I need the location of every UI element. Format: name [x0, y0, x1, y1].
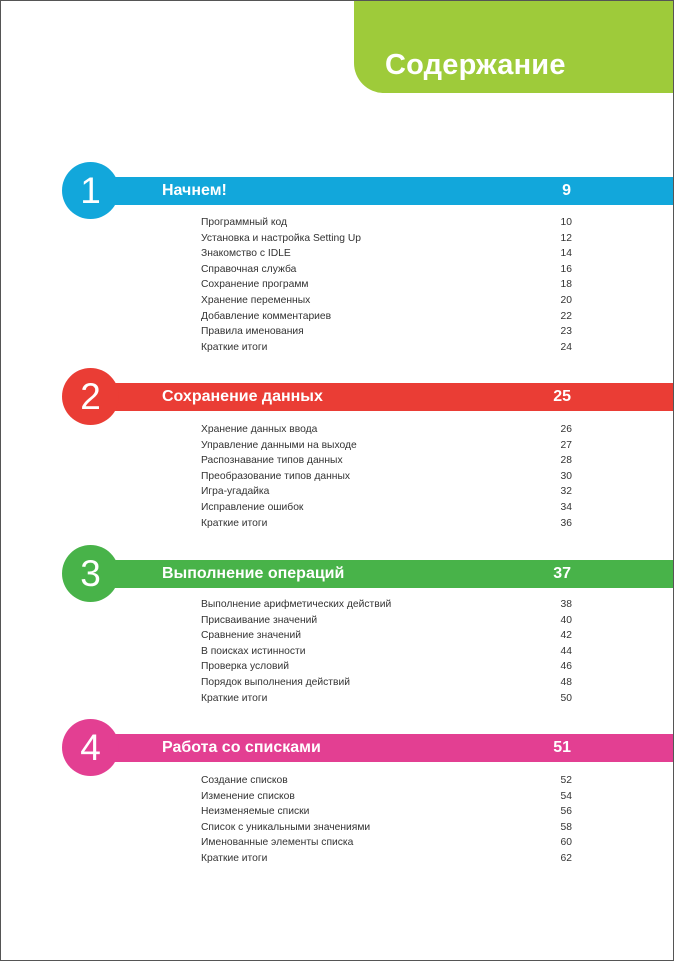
entry-page: 48 — [560, 676, 572, 688]
entry-label: Управление данными на выходе — [201, 439, 357, 451]
chapter-number: 1 — [80, 170, 101, 211]
entry-page: 23 — [560, 326, 572, 338]
entry-label: Программный код — [201, 217, 288, 228]
chapter-2-entries — [201, 422, 572, 531]
toc-entry[interactable] — [201, 691, 572, 707]
entry-label: Краткие итоги — [201, 517, 268, 529]
chapter-page-number: 37 — [553, 565, 571, 582]
entry-page: 40 — [560, 614, 572, 626]
chapter-title[interactable]: Начнем! — [162, 182, 227, 199]
entry-label: Краткие итоги — [201, 852, 268, 864]
toc-entry[interactable] — [201, 324, 572, 340]
chapter-page-number: 51 — [553, 739, 571, 756]
entry-page: 44 — [560, 645, 572, 657]
entry-label: Проверка условий — [201, 661, 289, 673]
entry-page: 30 — [560, 470, 572, 482]
entry-label: Добавление комментариев — [201, 310, 332, 322]
toc-entry[interactable] — [201, 231, 572, 247]
entry-label: Именованные элементы списка — [201, 837, 354, 849]
toc-entry[interactable] — [201, 628, 572, 644]
chapter-title[interactable]: Выполнение операций — [162, 565, 345, 582]
chapter-number-badge — [62, 162, 119, 219]
entry-page: 34 — [560, 501, 572, 513]
entry-page: 56 — [560, 806, 572, 818]
page-title: Содержание — [385, 49, 566, 81]
toc-entry[interactable] — [201, 851, 572, 867]
chapter-number-badge — [62, 368, 119, 425]
entry-label: Присваивание значений — [201, 614, 318, 626]
chapter-number-badge — [62, 545, 119, 602]
entry-label: Справочная служба — [201, 263, 297, 275]
chapter-number: 2 — [80, 376, 101, 417]
chapter-title[interactable]: Работа со списками — [162, 739, 321, 756]
toc-entry[interactable] — [201, 215, 572, 231]
entry-page: 24 — [560, 341, 572, 353]
entry-page: 22 — [560, 310, 572, 322]
entry-label: Список с уникальными значениями — [201, 821, 371, 833]
entry-label: Игра-угадайка — [201, 486, 270, 498]
toc-entry[interactable] — [201, 484, 572, 500]
entry-page: 42 — [560, 630, 572, 642]
entry-label: В поисках истинности — [201, 645, 306, 657]
entry-page: 52 — [560, 775, 572, 786]
entry-label: Знакомство с IDLE — [201, 248, 291, 260]
entry-label: Исправление ошибок — [201, 501, 304, 513]
toc-entry[interactable] — [201, 293, 572, 309]
chapter-number: 3 — [80, 553, 101, 594]
title-tab — [354, 1, 673, 93]
entry-label: Создание списков — [201, 775, 288, 786]
entry-page: 26 — [560, 424, 572, 435]
chapter-1-entries — [201, 215, 572, 355]
entry-label: Преобразование типов данных — [201, 470, 351, 482]
toc-entry[interactable] — [201, 438, 572, 454]
entry-page: 12 — [560, 232, 572, 244]
entry-page: 16 — [560, 263, 572, 275]
entry-page: 54 — [560, 790, 572, 802]
entry-page: 27 — [560, 439, 572, 451]
entry-label: Изменение списков — [201, 790, 295, 802]
entry-label: Неизменяемые списки — [201, 806, 310, 818]
entry-page: 20 — [560, 294, 572, 306]
toc-entry[interactable] — [201, 469, 572, 485]
toc-entry[interactable] — [201, 613, 572, 629]
toc-entry[interactable] — [201, 246, 572, 262]
chapter-title[interactable]: Сохранение данных — [162, 388, 323, 405]
toc-entry[interactable] — [201, 516, 572, 532]
chapter-4-entries — [201, 773, 572, 867]
entry-page: 46 — [560, 661, 572, 673]
entry-label: Краткие итоги — [201, 692, 268, 704]
entry-page: 14 — [560, 248, 572, 260]
chapter-number-badge — [62, 719, 119, 776]
chapter-number: 4 — [80, 727, 101, 768]
toc-entry[interactable] — [201, 453, 572, 469]
entry-label: Правила именования — [201, 326, 304, 338]
toc-entry[interactable] — [201, 675, 572, 691]
entry-page: 10 — [560, 217, 572, 228]
toc-entry[interactable] — [201, 789, 572, 805]
toc-entry[interactable] — [201, 659, 572, 675]
entry-label: Хранение переменных — [201, 294, 311, 306]
entry-page: 28 — [560, 455, 572, 467]
toc-entry[interactable] — [201, 262, 572, 278]
entry-label: Сравнение значений — [201, 630, 301, 642]
entry-label: Хранение данных ввода — [201, 424, 318, 435]
toc-entry[interactable] — [201, 820, 572, 836]
entry-label: Краткие итоги — [201, 341, 268, 353]
entry-label: Распознавание типов данных — [201, 455, 343, 467]
chapter-page-number: 9 — [562, 182, 571, 199]
toc-entry[interactable] — [201, 773, 572, 789]
toc-entry[interactable] — [201, 309, 572, 325]
toc-entry[interactable] — [201, 804, 572, 820]
entry-page: 38 — [560, 599, 572, 610]
toc-entry[interactable] — [201, 340, 572, 356]
entry-page: 62 — [560, 852, 572, 864]
chapter-3-entries — [201, 597, 572, 706]
entry-label: Установка и настройка Setting Up — [201, 232, 362, 244]
entry-page: 50 — [560, 692, 572, 704]
entry-page: 36 — [560, 517, 572, 529]
entry-label: Сохранение программ — [201, 279, 309, 291]
toc-entry[interactable] — [201, 644, 572, 660]
toc-entry[interactable] — [201, 835, 572, 851]
entry-page: 32 — [560, 486, 572, 498]
entry-page: 58 — [560, 821, 572, 833]
chapter-page-number: 25 — [553, 388, 571, 405]
toc-entry[interactable] — [201, 597, 572, 613]
entry-label: Порядок выполнения действий — [201, 676, 350, 688]
toc-entry[interactable] — [201, 422, 572, 438]
toc-entry[interactable] — [201, 277, 572, 293]
toc-entry[interactable] — [201, 500, 572, 516]
entry-page: 18 — [560, 279, 572, 291]
entry-page: 60 — [560, 837, 572, 849]
entry-label: Выполнение арифметических действий — [201, 599, 392, 610]
